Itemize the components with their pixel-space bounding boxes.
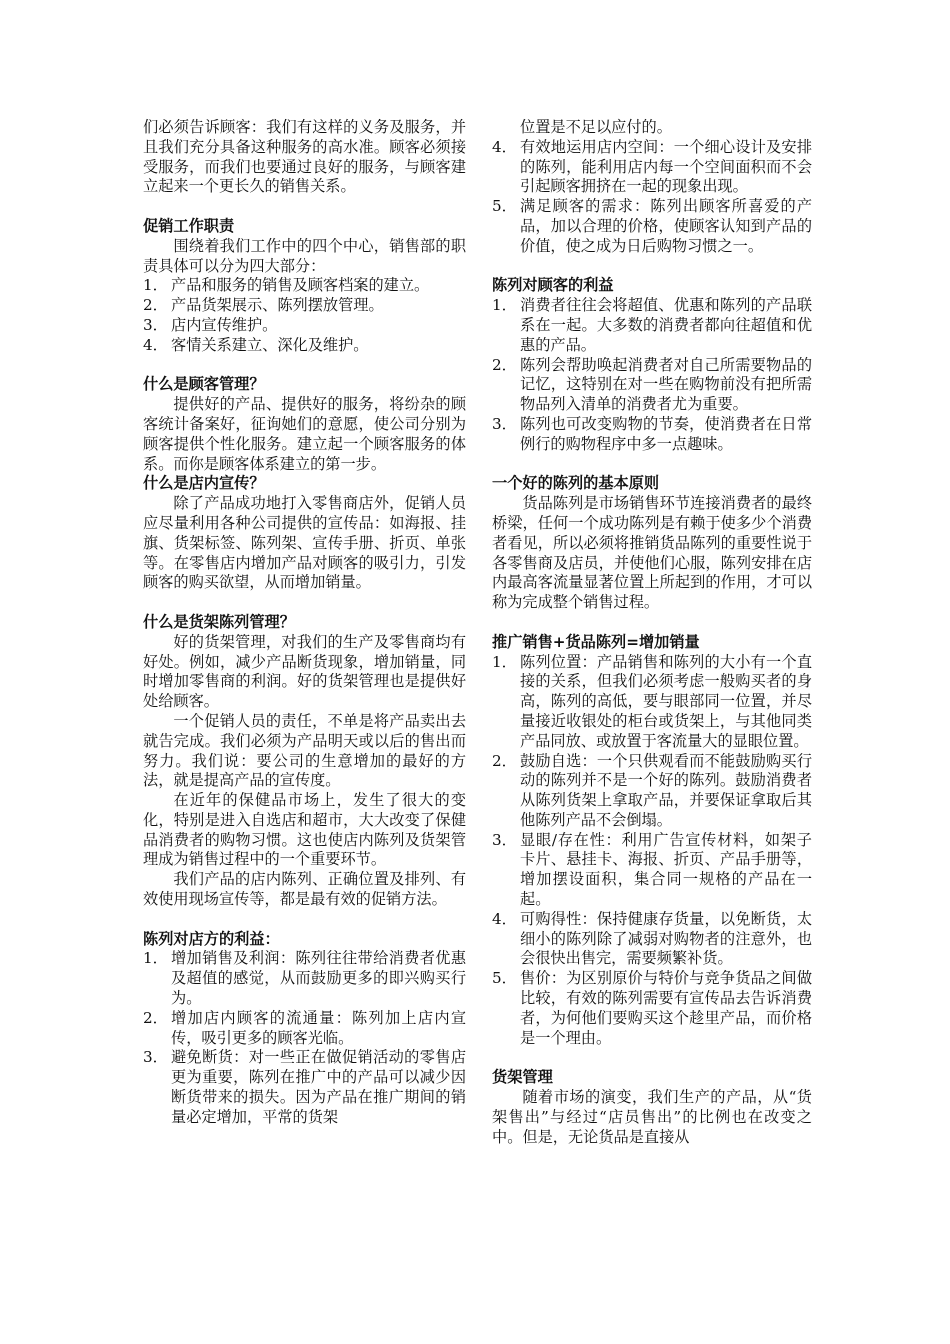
shelf-mgmt-heading: 什么是货架陈列管理？ (143, 612, 295, 631)
list-item: 5． 售价：为区别原价与特价与竞争货品之间做比较，有效的陈列需要有宣传品去告诉消费者，为何他们要购买这个趁里产品，而价格是一个理由。 (492, 969, 812, 1047)
list-item: 1． 产品和服务的销售及顾客档案的建立。 (143, 276, 430, 295)
in-store-promo-paragraph: 除了产品成功地打入零售商店外，促销人员应尽量利用各种公司提供的宣传品：如海报、挂旗、货架标签、陈列架、宣传手册、折页、单张等。在零售店内增加产品对顾客的吸引力，引发顾客的购买欲望，从而增加销量。 (143, 494, 466, 592)
in-store-promo-heading: 什么是店内宣传？ (143, 474, 265, 493)
shelf-section-paragraph: 随着市场的演变，我们生产的产品，从“货架售出”与经过“店员售出”的比例也在改变之中。但是，无论货品是直接从 (492, 1088, 812, 1146)
list-item: 3． 陈列也可改变购物的节奏，使消费者在日常例行的购物程序中多一点趣味。 (492, 414, 812, 453)
list-item: 5． 满足顾客的需求：陈列出顾客所喜爱的产品，加以合理的价格，使顾客认知到产品的价值，使之成为日后购物习惯之一。 (492, 197, 812, 255)
list-item: 2． 增加店内顾客的流通量：陈列加上店内宣传，吸引更多的顾客光临。 (143, 1008, 466, 1047)
customer-benefits-list (492, 296, 812, 454)
store-benefits-list-continued (492, 138, 812, 257)
list-item: 1． 增加销售及利润：陈列往往带给消费者优惠及超值的感觉，从而鼓励更多的即兴购买行为。 (143, 949, 466, 1008)
list-item: 3． 店内宣传维护。 (143, 315, 278, 334)
store-benefits-list (143, 949, 466, 1127)
list-item: 4． 客情关系建立、深化及维护。 (143, 335, 369, 354)
right-column (492, 118, 812, 1147)
list-item: 3． 显眼/存在性：利用广告宣传材料，如架子卡片、悬挂卡、海报、折页、产品手册等，增加摆设面积，集合同一规格的产品在一起。 (492, 830, 812, 909)
list-item: 1． 消费者往往会将超值、优惠和陈列的产品联系在一起。大多数的消费者都向往超值和优惠的产品。 (492, 296, 812, 354)
shelf-mgmt-paragraph: 我们产品的店内陈列、正确位置及排列、有效使用现场宣传等，都是最有效的促销方法。 (143, 870, 466, 909)
duties-heading: 促销工作职责 (143, 216, 235, 235)
intro-paragraph: 们必须告诉顾客：我们有这样的义务及服务，并且我们充分具备这种服务的高水准。顾客必须接受服务，而我们也要通过良好的服务，与顾客建立起来一个更长久的销售关系。 (143, 118, 466, 196)
shelf-section-heading: 货架管理 (492, 1068, 553, 1087)
customer-mgmt-heading: 什么是顾客管理？ (143, 375, 265, 394)
list-item: 1． 陈列位置：产品销售和陈列的大小有一个直接的关系，但我们必须考虑一般购买者的身高，陈列的高低，要与眼部同一位置，并尽量接近收银处的柜台或货架上，与其他同类产品同放、或放置于客流量大的显眼位置。 (492, 652, 812, 750)
shelf-mgmt-paragraph: 好的货架管理，对我们的生产及零售商均有好处。例如，减少产品断货现象，增加销量，同时增加零售商的利润。好的货架管理也是提供好处给顾客。 (143, 632, 466, 711)
duties-paragraph: 围绕着我们工作中的四个中心，销售部的职责具体可以分为四大部分： (143, 236, 466, 275)
customer-mgmt-paragraph: 提供好的产品、提供好的服务，将纷杂的顾客统计备案好，征询她们的意愿，使公司分别为顾客提供个性化服务。建立起一个顾客服务的体系。而你是顾客体系建立的第一步。 (143, 395, 466, 473)
promo-formula-heading: 推广销售+货品陈列=增加销量 (492, 632, 700, 651)
shelf-mgmt-paragraph: 在近年的保健品市场上，发生了很大的变化，特别是进入自选店和超市，大大改变了保健品消费者的购物习惯。这也使店内陈列及货架管理成为销售过程中的一个重要环节。 (143, 791, 466, 869)
list-item: 3． 避免断货：对一些正在做促销活动的零售店更为重要，陈列在推广中的产品可以减少因断货带来的损失。因为产品在推广期间的销量必定增加，平常的货架 (143, 1048, 466, 1126)
store-benefits-heading: 陈列对店方的利益： (143, 929, 280, 948)
list-item: 4． 可购得性：保持健康存货量，以免断货，太细小的陈列除了减弱对购物者的注意外，也会很快出售完，需要频繁补货。 (492, 909, 812, 968)
left-column (143, 118, 466, 1128)
principles-paragraph: 货品陈列是市场销售环节连接消费者的最终桥梁，任何一个成功陈列是有赖于使多少个消费者看见，所以必须将推销货品陈列的重要性说于各零售商及店员，并使他们心服，陈列安排在店内最高客流量显著位置上所起到的作用，才可以称为完成整个销售过程。 (492, 494, 812, 612)
shelf-mgmt-paragraph: 一个促销人员的责任，不单是将产品卖出去就告完成。我们必须为产品明天或以后的售出而努力。我们说：要公司的生意增加的最好的方法，就是提高产品的宣传度。 (143, 711, 466, 790)
list-item: 2． 产品货架展示、陈列摆放管理。 (143, 296, 384, 315)
customer-benefits-heading: 陈列对顾客的利益 (492, 276, 614, 295)
continuation-text: 位置是不足以应付的。 (520, 118, 672, 136)
list-item: 4． 有效地运用店内空间：一个细心设计及安排的陈列，能利用店内每一个空间面积而不会引起顾客拥挤在一起的现象出现。 (492, 137, 812, 196)
list-item: 2． 陈列会帮助唤起消费者对自己所需要物品的记忆，这特别在对一些在购物前没有把所需物品列入清单的消费者尤为重要。 (492, 355, 812, 414)
principles-heading: 一个好的陈列的基本原则 (492, 474, 660, 493)
duties-list (143, 276, 466, 355)
promo-formula-list (492, 653, 812, 1049)
list-item: 2． 鼓励自选：一个只供观看而不能鼓励购买行动的陈列并不是一个好的陈列。鼓励消费者从陈列货架上拿取产品，并要保证拿取后其他陈列产品不会倒塌。 (492, 751, 812, 829)
